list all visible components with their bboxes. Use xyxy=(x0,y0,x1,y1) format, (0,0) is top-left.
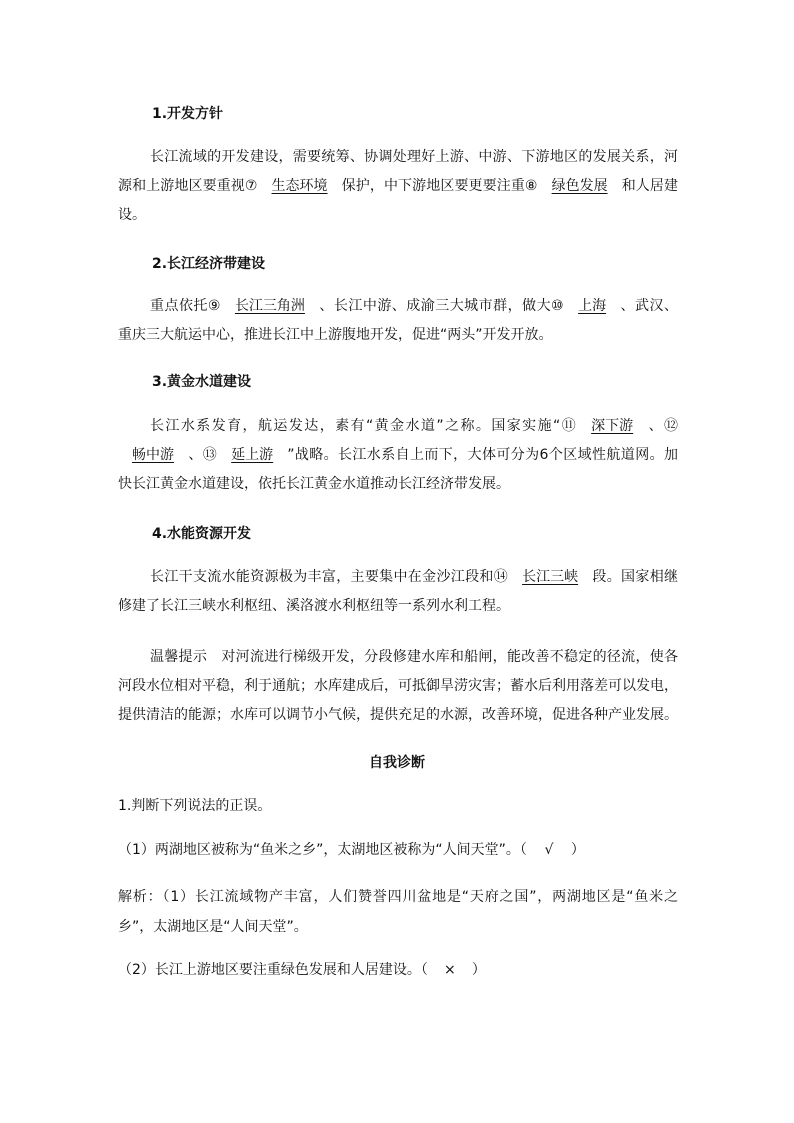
section-1-heading: 1.开发方针 xyxy=(152,106,224,122)
tip-paragraph: 温馨提示 对河流进行梯级开发，分段修建水库和船闸，能改善不稳定的径流，使各河段水位相对平稳，利于通航；水库建成后，可抵御旱涝灾害；蓄水后利用落差可以发电，提供清洁的能源；水库可以调节小气候，提供充足的水源，改善环境，促进各种产业发展。 xyxy=(118,649,678,723)
section-3-body: 长江水系发育，航运发达，素有“黄金水道”之称。国家实施“⑪ 深下游 、⑫畅中游 、⑬ 延上游 ”战略。长江水系自上而下，大体可分为6个区域性航道网。加快长江黄金水道建设，依托长江黄金水道推动长江经济带发展。 xyxy=(118,412,678,499)
answer-10: 上海 xyxy=(578,298,607,314)
section-2-body: 重点依托⑨ 长江三角洲 、长江中游、成渝三大城市群，做大⑩ 上海 、武汉、重庆三大航运中心，推进长江中上游腹地开发，促进“两头”开发开放。 xyxy=(118,292,678,350)
self-diagnosis-title: 自我诊断 xyxy=(369,755,425,771)
answer-9: 长江三角洲 xyxy=(234,298,305,314)
section-4-heading: 4.水能资源开发 xyxy=(152,526,252,542)
answer-mark-1: √ xyxy=(544,842,554,858)
section-4-body: 长江干支流水能资源极为丰富，主要集中在金沙江段和⑭ 长江三峡 段。国家相继修建了长江三峡水利枢纽、溪洛渡水利枢纽等一系列水利工程。 xyxy=(118,563,678,621)
answer-13: 延上游 xyxy=(231,447,274,463)
section-2-heading: 2.长江经济带建设 xyxy=(152,256,266,272)
answer-mark-2: × xyxy=(444,962,456,978)
answer-14: 长江三峡 xyxy=(522,569,579,585)
statement-2: （2）长江上游地区要注重绿色发展和人居建设。（ × ） xyxy=(118,962,486,978)
answer-11: 深下游 xyxy=(591,418,634,434)
answer-7: 生态环境 xyxy=(271,178,328,194)
section-3-heading: 3.黄金水道建设 xyxy=(152,374,252,390)
question-1: 1.判断下列说法的正误。 xyxy=(118,798,272,814)
section-1-body: 长江流域的开发建设，需要统筹、协调处理好上游、中游、下游地区的发展关系，河源和上游地区要重视⑦ 生态环境 保护，中下游地区要更要注重⑧ 绿色发展 和人居建设。 xyxy=(118,149,678,223)
answer-8: 绿色发展 xyxy=(551,178,608,194)
answer-12: 畅中游 xyxy=(132,447,174,463)
statement-1: （1）两湖地区被称为“鱼米之乡”，太湖地区被称为“人间天堂”。（ √ ） xyxy=(118,842,585,858)
analysis-text: 解析：（1）长江流域物产丰富，人们赞誉四川盆地是“天府之国”，两湖地区是“鱼米之乡”，太湖地区是“人间天堂”。 xyxy=(118,889,678,935)
